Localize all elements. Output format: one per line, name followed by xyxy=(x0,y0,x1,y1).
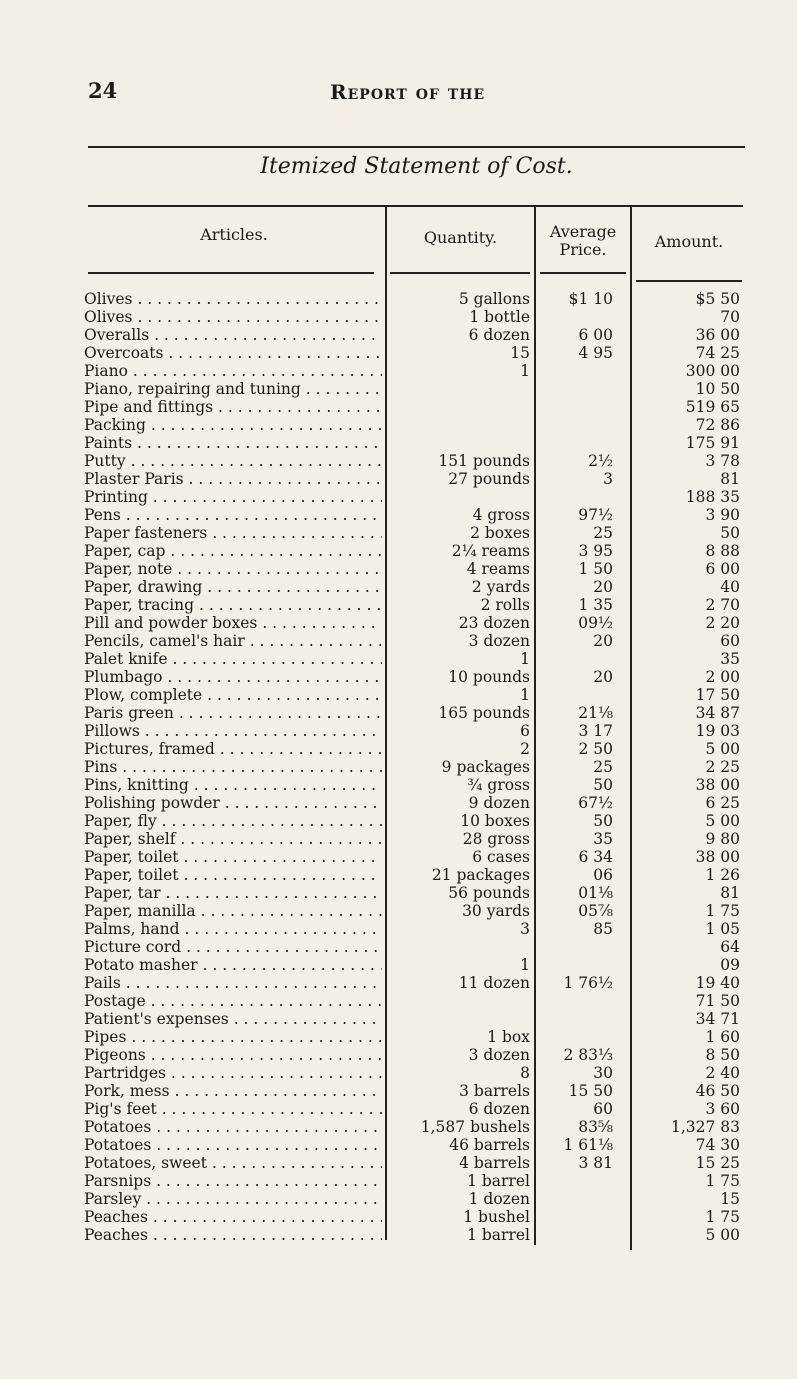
table-row xyxy=(0,812,797,830)
article-cell: Palms, hand . . . xyxy=(84,920,382,938)
amount-cell: 2 70 xyxy=(705,596,740,614)
table-row xyxy=(0,632,797,650)
amount-cell: 1 26 xyxy=(705,866,740,884)
table-row xyxy=(0,434,797,452)
price-cell: 30 xyxy=(593,1064,613,1082)
amount-cell: 60 xyxy=(720,632,740,650)
amount-cell: 1 75 xyxy=(705,1172,740,1190)
header-rule-articles xyxy=(88,272,374,274)
top-rule xyxy=(88,146,745,148)
price-cell: 20 xyxy=(593,578,613,596)
amount-cell: 2 00 xyxy=(705,668,740,686)
price-cell: 50 xyxy=(593,812,613,830)
price-cell: 09½ xyxy=(578,614,613,632)
article-cell: Packing . . . xyxy=(84,416,382,434)
quantity-cell: 1 barrel xyxy=(467,1172,530,1190)
article-cell: Pins . . . xyxy=(84,758,382,776)
quantity-cell: 46 barrels xyxy=(449,1136,530,1154)
table-row xyxy=(0,650,797,668)
table-row xyxy=(0,1046,797,1064)
table-row xyxy=(0,776,797,794)
cost-table-body xyxy=(0,290,797,1244)
quantity-cell: 6 dozen xyxy=(468,1100,530,1118)
article-cell: Olives . . . xyxy=(84,308,382,326)
table-row xyxy=(0,920,797,938)
amount-cell: 9 80 xyxy=(705,830,740,848)
amount-cell: 3 78 xyxy=(705,452,740,470)
amount-cell: 71 50 xyxy=(695,992,740,1010)
quantity-cell: 4 gross xyxy=(472,506,530,524)
quantity-cell: 4 barrels xyxy=(459,1154,530,1172)
quantity-cell: 10 pounds xyxy=(448,668,530,686)
table-row xyxy=(0,1136,797,1154)
title-rule xyxy=(88,205,743,207)
table-row xyxy=(0,1028,797,1046)
article-cell: Peaches . . . xyxy=(84,1226,382,1244)
table-row xyxy=(0,470,797,488)
quantity-cell: 3 xyxy=(520,920,530,938)
amount-cell: 19 03 xyxy=(695,722,740,740)
price-cell: 3 81 xyxy=(578,1154,613,1172)
table-row xyxy=(0,452,797,470)
article-cell: Piano, repairing and tuning . . . xyxy=(84,380,382,398)
article-cell: Plaster Paris . . . xyxy=(84,470,382,488)
table-row xyxy=(0,416,797,434)
amount-cell: 74 30 xyxy=(695,1136,740,1154)
amount-cell: 519 65 xyxy=(685,398,740,416)
article-cell: Paper, toilet . . . xyxy=(84,866,382,884)
table-row xyxy=(0,830,797,848)
quantity-cell: 9 dozen xyxy=(468,794,530,812)
amount-cell: 1 05 xyxy=(705,920,740,938)
price-cell: 01⅛ xyxy=(578,884,613,902)
table-row xyxy=(0,704,797,722)
price-cell: 05⅞ xyxy=(578,902,613,920)
price-header-line1: Average xyxy=(549,222,617,241)
amount-cell: 34 71 xyxy=(695,1010,740,1028)
article-cell: Overalls . . . xyxy=(84,326,382,344)
article-cell: Paper, drawing . . . xyxy=(84,578,382,596)
amount-cell: 15 xyxy=(720,1190,740,1208)
table-row xyxy=(0,1100,797,1118)
table-row xyxy=(0,614,797,632)
article-cell: Peaches . . . xyxy=(84,1208,382,1226)
amount-cell: 300 00 xyxy=(685,362,740,380)
header-rule-price xyxy=(540,272,626,274)
article-cell: Paper, manilla . . . xyxy=(84,902,382,920)
table-row xyxy=(0,1154,797,1172)
amount-cell: 3 60 xyxy=(705,1100,740,1118)
amount-cell: 40 xyxy=(720,578,740,596)
article-cell: Pipes . . . xyxy=(84,1028,382,1046)
article-cell: Paper, shelf . . . xyxy=(84,830,382,848)
article-cell: Pork, mess . . . xyxy=(84,1082,382,1100)
article-cell: Paper, tar . . . xyxy=(84,884,382,902)
amount-cell: 10 50 xyxy=(695,380,740,398)
amount-cell: 38 00 xyxy=(695,848,740,866)
table-row xyxy=(0,1010,797,1028)
table-row xyxy=(0,956,797,974)
table-row xyxy=(0,380,797,398)
price-cell: 15 50 xyxy=(568,1082,613,1100)
table-row xyxy=(0,596,797,614)
amount-cell: 5 00 xyxy=(705,812,740,830)
article-cell: Pens . . . xyxy=(84,506,382,524)
article-cell: Pencils, camel's hair . . . xyxy=(84,632,382,650)
amount-cell: 8 88 xyxy=(705,542,740,560)
article-cell: Picture cord . . . xyxy=(84,938,382,956)
amount-cell: 19 40 xyxy=(695,974,740,992)
price-cell: 3 17 xyxy=(578,722,613,740)
price-cell: 6 34 xyxy=(578,848,613,866)
page-number: 24 xyxy=(88,78,118,103)
page-header xyxy=(88,78,738,108)
article-cell: Postage . . . xyxy=(84,992,382,1010)
quantity-cell: 165 pounds xyxy=(438,704,530,722)
quantity-cell: 21 packages xyxy=(431,866,530,884)
table-row xyxy=(0,1082,797,1100)
article-cell: Overcoats . . . xyxy=(84,344,382,362)
table-row xyxy=(0,938,797,956)
article-cell: Potato masher . . . xyxy=(84,956,382,974)
quantity-cell: 5 gallons xyxy=(458,290,530,308)
article-cell: Paper, tracing . . . xyxy=(84,596,382,614)
amount-cell: 8 50 xyxy=(705,1046,740,1064)
article-cell: Patient's expenses . . . xyxy=(84,1010,382,1028)
quantity-cell: 9 packages xyxy=(441,758,530,776)
article-cell: Paints . . . xyxy=(84,434,382,452)
article-cell: Parsley . . . xyxy=(84,1190,382,1208)
table-row xyxy=(0,884,797,902)
table-row xyxy=(0,794,797,812)
table-row xyxy=(0,290,797,308)
column-header-articles: Articles. xyxy=(200,225,268,244)
price-cell: 60 xyxy=(593,1100,613,1118)
price-cell: 2 50 xyxy=(578,740,613,758)
price-cell: 67½ xyxy=(578,794,613,812)
article-cell: Potatoes . . . xyxy=(84,1136,382,1154)
quantity-cell: 2 rolls xyxy=(480,596,530,614)
quantity-cell: 6 cases xyxy=(472,848,530,866)
quantity-cell: 2 boxes xyxy=(470,524,530,542)
price-cell: 1 61⅛ xyxy=(563,1136,613,1154)
table-row xyxy=(0,1208,797,1226)
price-header-line2: Price. xyxy=(559,240,607,259)
article-cell: Parsnips . . . xyxy=(84,1172,382,1190)
amount-cell: 36 00 xyxy=(695,326,740,344)
price-cell: 6 00 xyxy=(578,326,613,344)
quantity-cell: 1 bushel xyxy=(463,1208,530,1226)
amount-cell: 2 25 xyxy=(705,758,740,776)
table-row xyxy=(0,686,797,704)
amount-cell: 6 00 xyxy=(705,560,740,578)
article-cell: Pill and powder boxes . . . xyxy=(84,614,382,632)
price-cell: 4 95 xyxy=(578,344,613,362)
amount-cell: 1 60 xyxy=(705,1028,740,1046)
article-cell: Putty . . . xyxy=(84,452,382,470)
amount-cell: 70 xyxy=(720,308,740,326)
table-row xyxy=(0,722,797,740)
article-cell: Paris green . . . xyxy=(84,704,382,722)
quantity-cell: 151 pounds xyxy=(438,452,530,470)
quantity-cell: 6 dozen xyxy=(468,326,530,344)
amount-cell: 2 20 xyxy=(705,614,740,632)
price-cell: 50 xyxy=(593,776,613,794)
article-cell: Pictures, framed . . . xyxy=(84,740,382,758)
article-cell: Paper fasteners . . . xyxy=(84,524,382,542)
amount-cell: 50 xyxy=(720,524,740,542)
price-cell: 25 xyxy=(593,524,613,542)
quantity-cell: 1 xyxy=(520,362,530,380)
article-cell: Pigeons . . . xyxy=(84,1046,382,1064)
price-cell: 25 xyxy=(593,758,613,776)
price-cell: 2½ xyxy=(588,452,613,470)
article-cell: Palet knife . . . xyxy=(84,650,382,668)
amount-cell: 64 xyxy=(720,938,740,956)
amount-cell: 1 75 xyxy=(705,902,740,920)
amount-cell: 34 87 xyxy=(695,704,740,722)
amount-cell: 6 25 xyxy=(705,794,740,812)
quantity-cell: 56 pounds xyxy=(448,884,530,902)
price-cell: 85 xyxy=(593,920,613,938)
price-cell: 20 xyxy=(593,668,613,686)
amount-cell: 74 25 xyxy=(695,344,740,362)
table-row xyxy=(0,902,797,920)
table-row xyxy=(0,1226,797,1244)
price-cell: 21⅛ xyxy=(578,704,613,722)
table-row xyxy=(0,344,797,362)
table-row xyxy=(0,668,797,686)
price-cell: 1 50 xyxy=(578,560,613,578)
quantity-cell: 2 yards xyxy=(471,578,530,596)
price-cell: 35 xyxy=(593,830,613,848)
amount-cell: 81 xyxy=(720,884,740,902)
table-row xyxy=(0,758,797,776)
article-cell: Partridges . . . xyxy=(84,1064,382,1082)
quantity-cell: 1 bottle xyxy=(469,308,530,326)
article-cell: Pipe and fittings . . . xyxy=(84,398,382,416)
statement-title: Itemized Statement of Cost. xyxy=(260,154,573,179)
column-header-price xyxy=(537,223,629,259)
quantity-cell: 10 boxes xyxy=(460,812,530,830)
quantity-cell: 11 dozen xyxy=(458,974,530,992)
table-row xyxy=(0,1064,797,1082)
article-cell: Potatoes . . . xyxy=(84,1118,382,1136)
price-cell: 1 35 xyxy=(578,596,613,614)
amount-cell: 72 86 xyxy=(695,416,740,434)
article-cell: Pins, knitting . . . xyxy=(84,776,382,794)
column-header-quantity: Quantity. xyxy=(423,228,498,247)
header-rule-amount xyxy=(636,280,742,282)
quantity-cell: 1 dozen xyxy=(468,1190,530,1208)
header-rule-quantity xyxy=(390,272,530,274)
amount-cell: 175 91 xyxy=(685,434,740,452)
quantity-cell: 15 xyxy=(510,344,530,362)
quantity-cell: 30 yards xyxy=(462,902,530,920)
price-cell: 3 95 xyxy=(578,542,613,560)
quantity-cell: 28 gross xyxy=(462,830,530,848)
quantity-cell: 4 reams xyxy=(466,560,530,578)
article-cell: Olives . . . xyxy=(84,290,382,308)
column-header-amount: Amount. xyxy=(654,232,724,251)
quantity-cell: 1 xyxy=(520,686,530,704)
amount-cell: 46 50 xyxy=(695,1082,740,1100)
quantity-cell: 23 dozen xyxy=(458,614,530,632)
quantity-cell: 8 xyxy=(520,1064,530,1082)
quantity-cell: 3 barrels xyxy=(459,1082,530,1100)
amount-cell: 35 xyxy=(720,650,740,668)
amount-cell: 09 xyxy=(720,956,740,974)
table-row xyxy=(0,974,797,992)
table-row xyxy=(0,506,797,524)
table-row xyxy=(0,866,797,884)
table-row xyxy=(0,848,797,866)
quantity-cell: 3 dozen xyxy=(468,1046,530,1064)
amount-cell: 3 90 xyxy=(705,506,740,524)
quantity-cell: 27 pounds xyxy=(448,470,530,488)
amount-cell: 2 40 xyxy=(705,1064,740,1082)
price-cell: 1 76½ xyxy=(563,974,613,992)
article-cell: Plow, complete . . . xyxy=(84,686,382,704)
article-cell: Pillows . . . xyxy=(84,722,382,740)
article-cell: Plumbago . . . xyxy=(84,668,382,686)
table-row xyxy=(0,740,797,758)
amount-cell: 81 xyxy=(720,470,740,488)
running-head: Report of the xyxy=(330,80,486,104)
article-cell: Paper, fly . . . xyxy=(84,812,382,830)
price-cell: $1 10 xyxy=(568,290,613,308)
table-row xyxy=(0,542,797,560)
price-cell: 20 xyxy=(593,632,613,650)
table-row xyxy=(0,488,797,506)
amount-cell: 5 00 xyxy=(705,740,740,758)
table-row xyxy=(0,308,797,326)
quantity-cell: ¾ gross xyxy=(467,776,530,794)
table-row xyxy=(0,326,797,344)
quantity-cell: 1,587 bushels xyxy=(420,1118,530,1136)
quantity-cell: 6 xyxy=(520,722,530,740)
table-row xyxy=(0,1190,797,1208)
article-cell: Printing . . . xyxy=(84,488,382,506)
table-row xyxy=(0,1172,797,1190)
table-row xyxy=(0,524,797,542)
article-cell: Polishing powder . . . xyxy=(84,794,382,812)
amount-cell: 1 75 xyxy=(705,1208,740,1226)
amount-cell: 15 25 xyxy=(695,1154,740,1172)
table-row xyxy=(0,362,797,380)
table-row xyxy=(0,1118,797,1136)
quantity-cell: 2¼ reams xyxy=(451,542,530,560)
article-cell: Paper, toilet . . . xyxy=(84,848,382,866)
amount-cell: 188 35 xyxy=(685,488,740,506)
quantity-cell: 1 barrel xyxy=(467,1226,530,1244)
amount-cell: 38 00 xyxy=(695,776,740,794)
article-cell: Paper, note . . . xyxy=(84,560,382,578)
price-cell: 06 xyxy=(593,866,613,884)
price-cell: 97½ xyxy=(578,506,613,524)
table-row xyxy=(0,560,797,578)
table-row xyxy=(0,578,797,596)
price-cell: 3 xyxy=(603,470,613,488)
table-row xyxy=(0,992,797,1010)
quantity-cell: 1 xyxy=(520,956,530,974)
amount-cell: $5 50 xyxy=(695,290,740,308)
article-cell: Piano . . . xyxy=(84,362,382,380)
quantity-cell: 1 box xyxy=(487,1028,530,1046)
article-cell: Pails . . . xyxy=(84,974,382,992)
table-row xyxy=(0,398,797,416)
quantity-cell: 3 dozen xyxy=(468,632,530,650)
amount-cell: 5 00 xyxy=(705,1226,740,1244)
quantity-cell: 2 xyxy=(520,740,530,758)
article-cell: Potatoes, sweet . . . xyxy=(84,1154,382,1172)
amount-cell: 17 50 xyxy=(695,686,740,704)
amount-cell: 1,327 83 xyxy=(670,1118,740,1136)
article-cell: Pig's feet . . . xyxy=(84,1100,382,1118)
price-cell: 83⅝ xyxy=(578,1118,613,1136)
article-cell: Paper, cap . . . xyxy=(84,542,382,560)
quantity-cell: 1 xyxy=(520,650,530,668)
price-cell: 2 83⅓ xyxy=(563,1046,613,1064)
